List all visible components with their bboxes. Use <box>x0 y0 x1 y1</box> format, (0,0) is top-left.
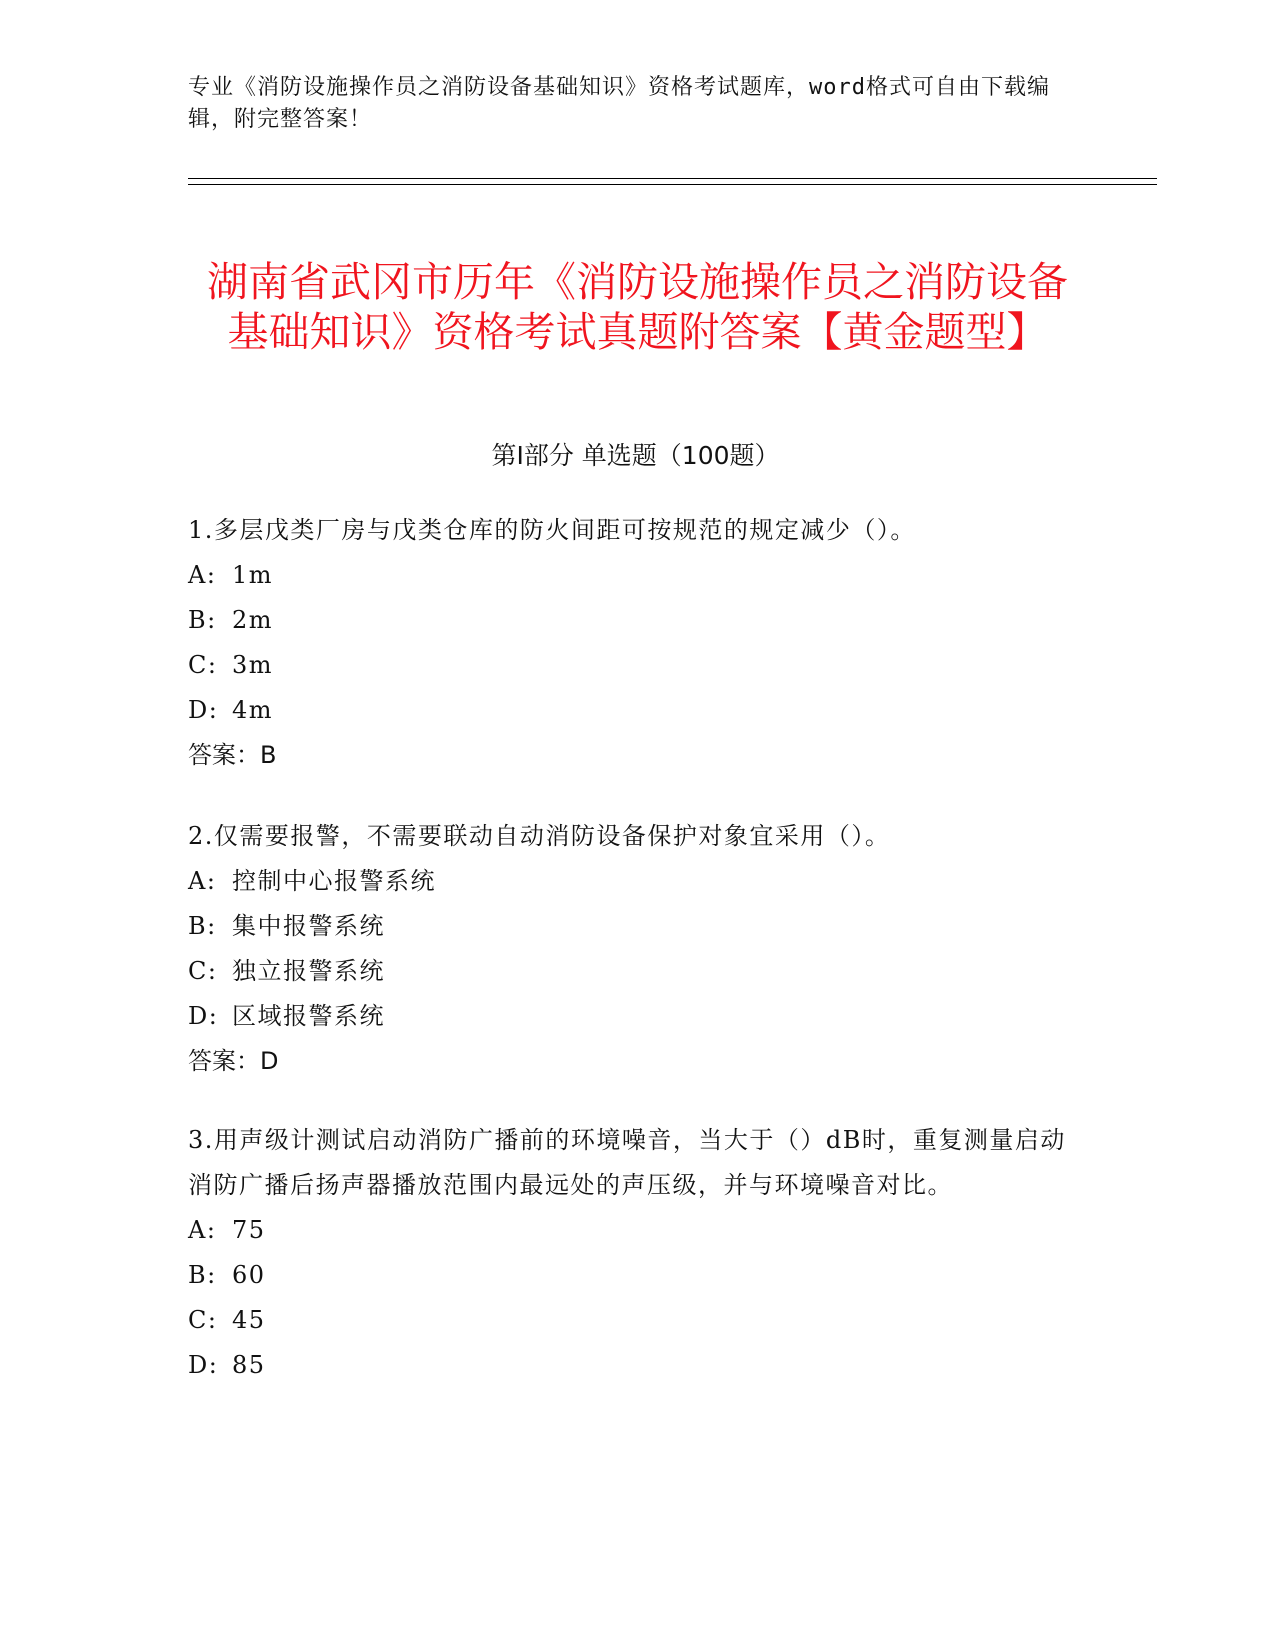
option-letter: B: <box>188 1261 217 1289</box>
question-stem: 2.仅需要报警，不需要联动自动消防设备保护对象宜采用（）。 <box>188 822 891 850</box>
option-letter: C: <box>188 651 218 679</box>
option-a <box>188 1208 1068 1253</box>
question-stem: 1.多层戊类厂房与戊类仓库的防火间距可按规范的规定减少（）。 <box>188 516 916 544</box>
option-letter: A: <box>188 561 217 589</box>
option-text: 4m <box>232 696 274 724</box>
header-rule-bottom <box>188 184 1157 185</box>
document-title: 湖南省武冈市历年《消防设施操作员之消防设备基础知识》资格考试真题附答案【黄金题型】 <box>207 258 1068 357</box>
option-a <box>188 859 1068 904</box>
option-b <box>188 904 1068 949</box>
section-title: 第Ⅰ部分 单选题（100题） <box>491 441 780 470</box>
option-letter: D: <box>188 1351 219 1379</box>
option-text: 区域报警系统 <box>232 1002 385 1030</box>
option-text: 45 <box>232 1306 266 1334</box>
option-text: 75 <box>232 1216 266 1244</box>
question-3 <box>188 1118 1068 1388</box>
option-c <box>188 1298 1068 1343</box>
option-letter: B: <box>188 606 217 634</box>
option-d <box>188 994 1068 1039</box>
option-letter: C: <box>188 1306 218 1334</box>
question-2 <box>188 814 1068 1084</box>
option-letter: D: <box>188 1002 219 1030</box>
option-d <box>188 1343 1068 1388</box>
option-letter: A: <box>188 867 217 895</box>
option-text: 集中报警系统 <box>232 912 385 940</box>
option-a <box>188 553 1068 598</box>
answer: 答案：D <box>188 1047 279 1075</box>
option-text: 3m <box>232 651 274 679</box>
option-letter: B: <box>188 912 217 940</box>
option-text: 2m <box>232 606 274 634</box>
option-letter: D: <box>188 696 219 724</box>
header-note: 专业《消防设施操作员之消防设备基础知识》资格考试题库，word格式可自由下载编辑，附完整答案！ <box>188 75 1050 132</box>
option-c <box>188 949 1068 994</box>
option-b <box>188 598 1068 643</box>
option-c <box>188 643 1068 688</box>
option-text: 独立报警系统 <box>232 957 385 985</box>
option-text: 控制中心报警系统 <box>232 867 436 895</box>
option-text: 85 <box>232 1351 266 1379</box>
question-1 <box>188 508 1068 778</box>
option-text: 1m <box>232 561 274 589</box>
option-text: 60 <box>232 1261 266 1289</box>
option-letter: A: <box>188 1216 217 1244</box>
option-d <box>188 688 1068 733</box>
answer: 答案：B <box>188 741 277 769</box>
option-b <box>188 1253 1068 1298</box>
option-letter: C: <box>188 957 218 985</box>
header-rule-top <box>188 178 1157 179</box>
question-stem: 3.用声级计测试启动消防广播前的环境噪音，当大于（）dB时，重复测量启动消防广播后扬声器播放范围内最远处的声压级，并与环境噪音对比。 <box>188 1126 1066 1199</box>
